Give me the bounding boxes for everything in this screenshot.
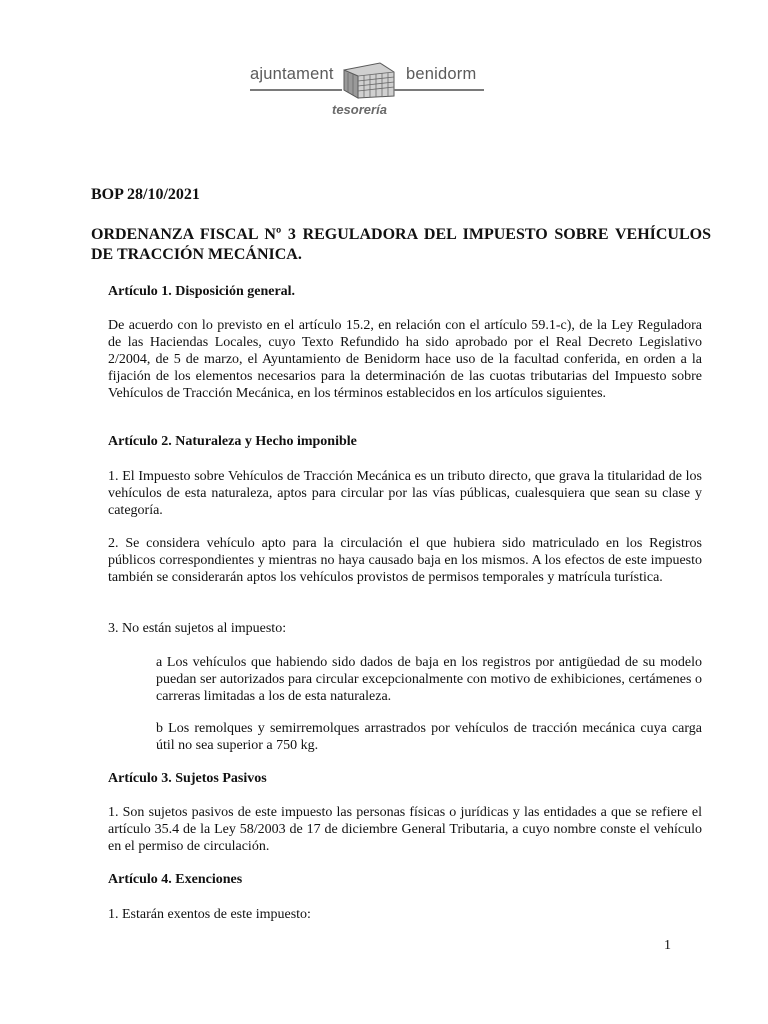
ajuntament-benidorm-logo [246, 60, 486, 122]
article-2-paragraph-3: 3. No están sujetos al impuesto: [108, 621, 287, 636]
logo-rule-left [250, 89, 342, 91]
bop-date: BOP 28/10/2021 [91, 186, 200, 203]
article-2-paragraph-1: 1. El Impuesto sobre Vehículos de Tracción Mecánica es un tributo directo, que grava la titularidad de los vehículos de esta naturaleza, aptos para circular por las vías públicas, cualesquiera que sean su clase y categoría. [108, 469, 702, 518]
article-4-paragraph-1: 1. Estarán exentos de este impuesto: [108, 907, 311, 922]
ordinance-title: ORDENANZA FISCAL Nº 3 REGULADORA DEL IMPUESTO SOBRE VEHÍCULOS DE TRACCIÓN MECÁNICA. [91, 226, 711, 263]
page-number: 1 [664, 938, 671, 953]
article-3-paragraph-1: 1. Son sujetos pasivos de este impuesto las personas físicas o jurídicas y las entidades a que se refiere el artículo 35.4 de la Ley 58/2003 de 17 de diciembre General Tributaria, a cuyo nombre conste el vehículo en el permiso de circulación. [108, 805, 702, 854]
article-3-heading: Artículo 3. Sujetos Pasivos [108, 771, 267, 786]
article-2-heading: Artículo 2. Naturaleza y Hecho imponible [108, 434, 357, 449]
brand-name-right: benidorm [406, 65, 477, 83]
article-2-item-a: a Los vehículos que habiendo sido dados de baja en los registros por antigüedad de su modelo puedan ser autorizados para circular excepcionalmente con motivo de exhibiciones, certámenes o carreras limitadas a los de esta naturaleza. [156, 655, 702, 704]
article-2-paragraph-2: 2. Se considera vehículo apto para la circulación el que hubiera sido matriculado en los Registros públicos correspondientes y mientras no haya causado baja en los mismos. A los efectos de este impuesto también se considerarán aptos los vehículos provistos de permisos temporales y matrícula turística. [108, 536, 702, 585]
article-4-heading: Artículo 4. Exenciones [108, 872, 243, 887]
article-1-heading: Artículo 1. Disposición general. [108, 284, 296, 299]
department-name: tesorería [332, 102, 387, 117]
logo-rule-right [394, 89, 484, 91]
article-2-item-b: b Los remolques y semirremolques arrastrados por vehículos de tracción mecánica cuya carga útil no sea superior a 750 kg. [156, 721, 702, 753]
article-1-paragraph-1: De acuerdo con lo previsto en el artículo 15.2, en relación con el artículo 59.1-c), de la Ley Reguladora de las Haciendas Locales, cuyo Texto Refundido ha sido aprobado por el Real Decreto Legislativo 2/2004, de 5 de marzo, el Ayuntamiento de Benidorm hace uso de la facultad conferida, en orden a la fijación de los elementos necesarios para la determinación de las cuotas tributarias del Impuesto sobre Vehículos de Tracción Mecánica, en los términos establecidos en los artículos siguientes. [108, 318, 702, 401]
brand-name-left: ajuntament [250, 65, 334, 83]
building-icon [340, 60, 398, 100]
